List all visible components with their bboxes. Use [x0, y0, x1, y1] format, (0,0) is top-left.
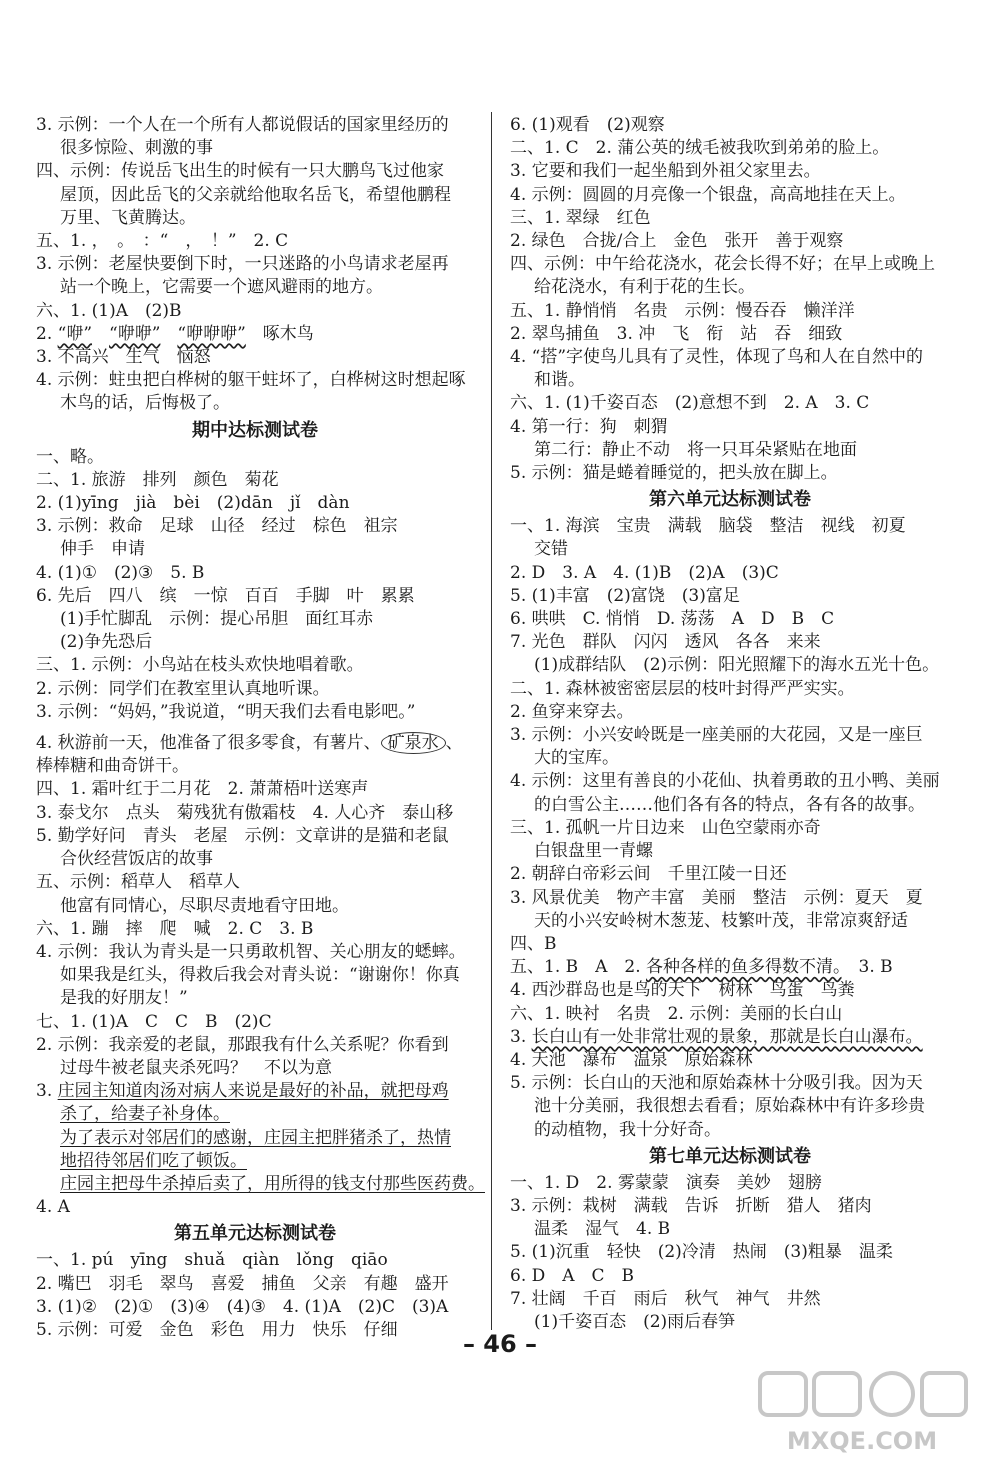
answer-line: 三、1. 翠绿 红色	[510, 207, 651, 228]
answer-line: 4. A	[36, 1197, 70, 1218]
answer-line-underlined: 3. 庄园主知道肉汤对病人来说是最好的补品，就把母鸡	[36, 1081, 449, 1102]
answer-line: 4. 西沙群岛也是鸟的天下 树林 鸟蛋 鸟粪	[510, 980, 855, 1001]
answer-line: 六、1. 蹦 摔 爬 喊 2. C 3. B	[36, 918, 314, 939]
wavy-underline: “咿咿”	[109, 323, 161, 344]
answer-line: 3. 它要和我们一起坐船到外祖父家里去。	[510, 161, 821, 182]
answer-line: 五、1. 静悄悄 名贵 示例：慢吞吞 懒洋洋	[510, 300, 855, 321]
answer-line: 如果我是红头，得救后我会对青头说：“谢谢你！你真	[60, 965, 460, 986]
answer-line: 2. 朝辞白帝彩云间 千里江陵一日还	[510, 864, 787, 885]
right-column	[510, 114, 950, 1334]
answer-line: 六、1. (1)千姿百态 (2)意想不到 2. A 3. C	[510, 393, 870, 414]
answer-line: 2. 示例：我亲爱的老鼠，那跟我有什么关系呢？你看到	[36, 1034, 449, 1055]
wavy-underline: 各种各样的鱼多得数不清。	[646, 957, 842, 978]
answer-line: 五、1. ， 。 ：“ ， ！” 2. C	[36, 231, 289, 252]
answer-line: 一、1. D 2. 雾蒙蒙 演奏 美妙 翅膀	[510, 1172, 822, 1193]
answer-line: 3. 示例：一个人在一个所有人都说假话的国家里经历的	[36, 115, 449, 135]
answer-line-sounds: 2. “咿” “咿咿” “咿咿咿” 啄木鸟	[36, 323, 314, 344]
midterm-answers	[36, 446, 485, 1220]
answer-line: (1)成群结队 (2)示例：阳光照耀下的海水五光十色。	[534, 655, 940, 676]
answer-line-wavy: 五、1. B A 2. 各种各样的鱼多得数不清。 3. B	[510, 957, 893, 978]
answer-line: (1)手忙脚乱 示例：提心吊胆 面红耳赤	[60, 609, 374, 630]
answer-line-underlined	[36, 1103, 474, 1126]
answer-line: 一、1. pú yīng shuǎ qiàn lǒng qiāo	[36, 1250, 388, 1271]
answer-line: 合伙经营饭店的故事	[60, 849, 213, 870]
answer-line: 伸手 申请	[60, 539, 145, 560]
answer-line: 3. 泰戈尔 点头 菊残犹有傲霜枝 4. 人心齐 泰山移	[36, 802, 454, 823]
answer-line-wavy: 3. 长白山有一处非常壮观的景象，那就是长白山瀑布。	[510, 1026, 923, 1047]
answer-line: 3. 不高兴 生气 恼怒	[36, 347, 211, 368]
unit-five-answers	[36, 1249, 474, 1342]
watermark-text: MXQE.COM	[786, 1427, 938, 1455]
answer-line: 2. 鱼穿来穿去。	[510, 701, 634, 722]
unit-six-answers	[510, 515, 950, 1141]
answer-line: 二、1. C 2. 蒲公英的绒毛被我吹到弟弟的脸上。	[510, 138, 890, 159]
answer-line: 2. 嘴巴 羽毛 翠鸟 喜爱 捕鱼 父亲 有趣 盛开	[36, 1273, 449, 1294]
answer-line: 4. 示例：这里有善良的小花仙、执着勇敢的丑小鸭、美丽	[510, 771, 940, 792]
spacer	[36, 724, 474, 732]
answer-line: 的白雪公主……他们各有各的特点，各有各的故事。	[534, 794, 925, 815]
answer-line: 第二行：静止不动 将一只耳朵紧贴在地面	[534, 439, 857, 460]
answer-line: 4. 示例：我认为青头是一只勇敢机智、关心朋友的蟋蟀。	[36, 941, 466, 962]
answer-line: 很多惊险、刺激的事	[60, 138, 213, 159]
answer-line: 六、1. 映衬 名贵 2. 示例：美丽的长白山	[510, 1003, 843, 1024]
answer-line: 过母牛被老鼠夹杀死吗？ 不以为意	[60, 1057, 332, 1078]
answer-line: 温柔 湿气 4. B	[534, 1219, 671, 1240]
underlined-sentence: 为了表示对邻居们的感谢，庄园主把胖猪杀了，热情	[60, 1127, 451, 1148]
answer-line: 2. 示例：同学们在教室里认真地听课。	[36, 678, 330, 699]
answer-line: 的动植物，我十分好奇。	[534, 1119, 721, 1140]
answer-line: 万里、飞黄腾达。	[60, 207, 196, 228]
answer-line: 4. 示例：圆圆的月亮像一个银盘，高高地挂在天上。	[510, 184, 906, 205]
answer-line: 站一个晚上，它需要一个遮风避雨的地方。	[60, 277, 383, 298]
answer-line: 5. (1)丰富 (2)富饶 (3)富足	[510, 585, 740, 606]
answer-line: 6. 先后 四八 缤 一惊 百百 手脚 叶 累累	[36, 585, 415, 606]
answer-line: 2. 翠鸟捕鱼 3. 冲 飞 衔 站 吞 细致	[510, 323, 843, 344]
section-heading-unit-six: 第六单元达标测试卷	[649, 489, 811, 511]
answer-line-mineral: 4. 秋游前一天，他准备了很多零食，有薯片、 矿泉水 、	[36, 733, 463, 754]
wavy-underline: “咿”	[57, 323, 93, 344]
answer-line: 3. 示例：救命 足球 山径 经过 棕色 祖宗	[36, 516, 398, 537]
unit-five-continued-answers	[510, 114, 950, 485]
answer-line: 四、示例：中午给花浇水，花会长得不好；在早上或晚上	[510, 254, 935, 275]
answer-line: 3. 示例：栽树 满载 告诉 折断 猎人 猪肉	[510, 1195, 872, 1216]
answer-line: 5. 勤学好问 青头 老屋 示例：文章讲的是猫和老鼠	[36, 825, 449, 846]
answer-line: 2. (1)yīng jià bèi (2)dān jǐ dàn	[36, 493, 350, 514]
answer-line: 7. 光色 群队 闪闪 透风 各各 来来	[510, 632, 821, 653]
answer-line: 5. 示例：猫是蜷着睡觉的，把头放在脚上。	[510, 463, 838, 484]
section-heading-midterm: 期中达标测试卷	[192, 419, 318, 441]
answer-line: 4. 第一行：狗 刺猬	[510, 416, 668, 437]
answer-line: 二、1. 森林被密密层层的枝叶封得严严实实。	[510, 678, 855, 699]
answer-line: 6. D A C B	[510, 1265, 635, 1286]
answer-line: 3. 示例：老屋快要倒下时，一只迷路的小鸟请求老屋再	[36, 254, 449, 275]
answer-line: 5. 示例：长白山的天池和原始森林十分吸引我。因为天	[510, 1073, 923, 1094]
answer-line: 大的宝库。	[534, 748, 619, 769]
answer-line: 4. 示例：蛀虫把白桦树的躯干蛀坏了，白桦树这时想起啄	[36, 370, 466, 391]
answer-line: 一、略。	[36, 446, 104, 467]
answer-line: 5. (1)沉重 轻快 (2)冷清 热闹 (3)粗暴 温柔	[510, 1242, 893, 1263]
section-heading-unit-five: 第五单元达标测试卷	[174, 1223, 336, 1245]
answer-line: 和谐。	[534, 370, 585, 391]
answer-line: 7. 壮阔 千百 雨后 秋气 神气 井然	[510, 1288, 821, 1309]
answer-line: 3. (1)② (2)① (3)④ (4)③ 4. (1)A (2)C (3)A	[36, 1296, 449, 1317]
answer-line: 五、示例：稻草人 稻草人	[36, 872, 240, 893]
answer-line: 交错	[534, 539, 568, 560]
answer-line: 二、1. 旅游 排列 颜色 菊花	[36, 469, 279, 490]
page-number: – 46 –	[462, 1330, 538, 1358]
answer-line-underlined	[36, 1150, 474, 1173]
section-heading-unit-seven: 第七单元达标测试卷	[649, 1145, 811, 1167]
answer-line: 六、1. (1)A (2)B	[36, 300, 182, 321]
answer-line: 5. 示例：可爱 金色 彩色 用力 快乐 仔细	[36, 1319, 398, 1340]
answer-line: 三、1. 孤帆一片日边来 山色空蒙雨亦奇	[510, 817, 821, 838]
answer-line: 池十分美丽，我很想去看看；原始森林中有许多珍贵	[534, 1096, 925, 1117]
answer-line: 四、B	[510, 933, 557, 954]
answer-line: 三、1. 示例：小鸟站在枝头欢快地唱着歌。	[36, 655, 364, 676]
underlined-sentence: 杀了，给妻子补身体。	[60, 1104, 230, 1125]
answer-line: 2. 绿色 合拢/合上 金色 张开 善于观察	[510, 231, 844, 252]
answer-line: 3. 示例：小兴安岭既是一座美丽的大花园，又是一座巨	[510, 725, 923, 746]
answer-line: 给花浇水，有利于花的生长。	[534, 277, 755, 298]
answer-line: (1)千姿百态 (2)雨后春笋	[534, 1311, 736, 1332]
answer-line: 七、1. (1)A C C B (2)C	[36, 1011, 272, 1032]
answer-line: 四、1. 霜叶红于二月花 2. 萧萧梧叶送寒声	[36, 779, 369, 800]
column-divider	[491, 112, 492, 1330]
answer-line: 2. D 3. A 4. (1)B (2)A (3)C	[510, 562, 779, 583]
underlined-sentence: 地招待邻居们吃了顿饭。	[60, 1150, 247, 1171]
underlined-sentence: 庄园主把母牛杀掉后卖了，用所得的钱支付那些医药费。	[60, 1173, 485, 1194]
answer-line: 他富有同情心，尽职尽责地看守田地。	[60, 895, 349, 916]
answer-line: 天的小兴安岭树木葱茏、枝繁叶茂，非常凉爽舒适	[534, 910, 908, 931]
watermark-logo	[752, 1365, 972, 1457]
answer-line: (2)争先恐后	[60, 632, 153, 653]
left-column	[36, 114, 485, 1342]
answer-line-underlined	[36, 1127, 474, 1150]
answer-line: 6. (1)观看 (2)观察	[510, 115, 665, 135]
wavy-underline: “咿咿咿”	[177, 323, 246, 344]
answer-line: 四、示例：传说岳飞出生的时候有一只大鹏鸟飞过他家	[36, 161, 444, 182]
answer-line: 4. (1)① (2)③ 5. B	[36, 562, 205, 583]
answer-line: 棒棒糖和曲奇饼干。	[36, 756, 189, 777]
answer-line: 4. “搭”字使鸟儿具有了灵性，体现了鸟和人在自然中的	[510, 347, 924, 368]
wavy-underline: 长白山有一处非常壮观的景象，那就是长白山瀑布。	[531, 1026, 923, 1047]
answer-line: 3. 风景优美 物产丰富 美丽 整洁 示例：夏天 夏	[510, 887, 923, 908]
answer-line: 木鸟的话，后悔极了。	[60, 393, 230, 414]
answer-line: 4. 天池 瀑布 温泉 原始森林	[510, 1049, 753, 1070]
answer-line: 3. 示例：“妈妈，”我说道，“明天我们去看电影吧。”	[36, 701, 416, 722]
underlined-sentence: 庄园主知道肉汤对病人来说是最好的补品，就把母鸡	[57, 1081, 449, 1102]
answer-line: 白银盘里一青螺	[534, 841, 653, 862]
answer-line: 是我的好朋友！”	[60, 988, 188, 1009]
answer-line: 一、1. 海滨 宝贵 满载 脑袋 整洁 视线 初夏	[510, 516, 906, 537]
unit-four-tail-answers	[36, 114, 474, 416]
unit-seven-answers	[510, 1172, 950, 1334]
answer-line-underlined	[36, 1173, 485, 1196]
answer-line: 6. 哄哄 C. 悄悄 D. 荡荡 A D B C	[510, 609, 835, 630]
answer-line: 屋顶，因此岳飞的父亲就给他取名岳飞，希望他鹏程	[60, 184, 451, 205]
circled-word: 矿泉水	[381, 732, 446, 754]
